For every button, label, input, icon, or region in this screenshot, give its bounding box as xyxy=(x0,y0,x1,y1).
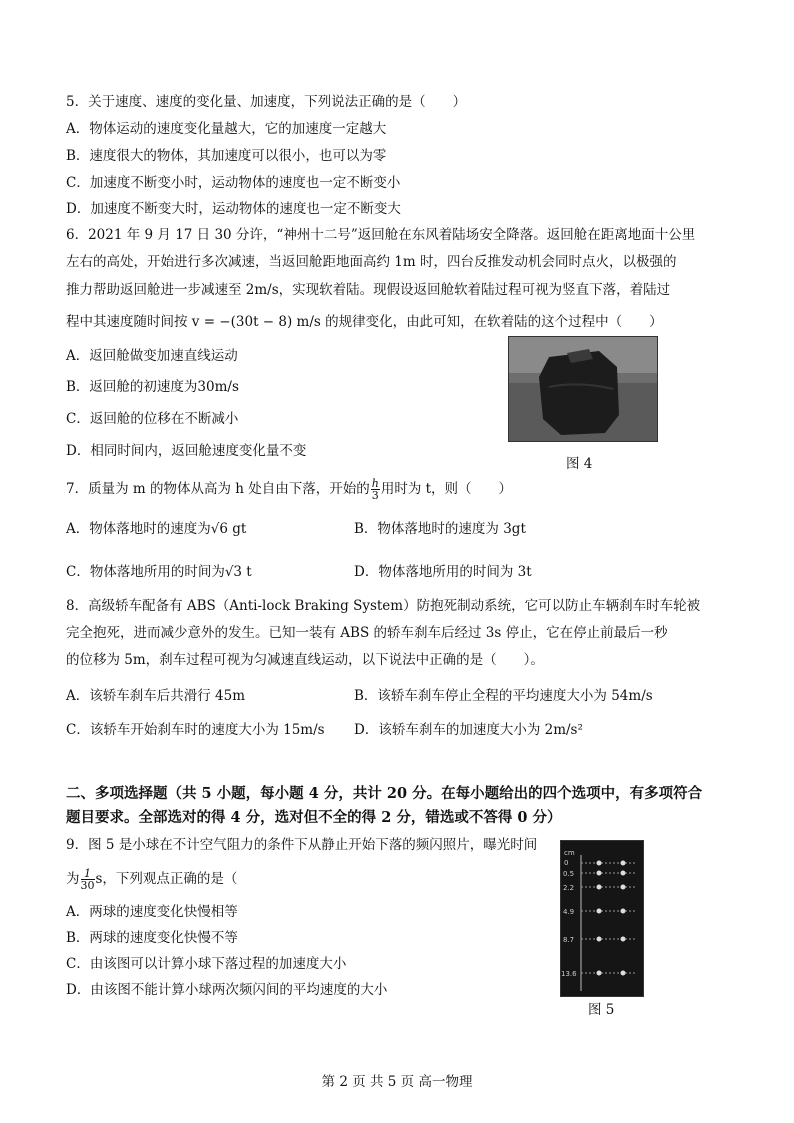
q6-stem-line2: 左右的高处，开始进行多次减速，当返回舱距地面高约 1m 时，四台反推发动机会同时点火，以极强的 xyxy=(66,254,677,270)
q8-option-d: D．该轿车刹车的加速度大小为 2m/s² xyxy=(354,722,583,738)
figure-5-caption: 图 5 xyxy=(588,1002,615,1018)
q7-fraction xyxy=(371,478,380,501)
q8-stem-line1: 8．高级轿车配备有 ABS（Anti-lock Braking System）防抱死制动系统，它可以防止车辆刹车时车轮被 xyxy=(66,598,701,614)
ruler-mark-2: 2.2 xyxy=(563,884,575,892)
ruler-unit: cm xyxy=(564,849,575,857)
ruler-mark-5: 13.6 xyxy=(561,970,577,978)
q6-stem-line3: 推力帮助返回舱进一步减速至 2m/s，实现软着陆。现假设返回舱软着陆过程可视为竖直下落，着陆过 xyxy=(66,282,671,298)
q7-stem-post: 用时为 t，则（ ） xyxy=(380,481,513,497)
q9-option-b: B．两球的速度变化快慢不等 xyxy=(66,930,238,946)
q7-stem xyxy=(66,478,512,501)
q6-option-c: C．返回舱的位移在不断减小 xyxy=(66,411,239,427)
q9-option-c: C．由该图可以计算小球下落过程的加速度大小 xyxy=(66,956,347,972)
q6-stem-line1: 6．2021 年 9 月 17 日 30 分许，“神州十二号”返回舱在东风着陆场安全降落。返回舱在距离地面十公里 xyxy=(66,227,696,243)
q9-stem-line2 xyxy=(66,868,237,891)
q9-stem-post: s，下列观点正确的是（ xyxy=(95,871,238,887)
q9-stem-pre: 为 xyxy=(66,871,80,887)
ruler-mark-3: 4.9 xyxy=(563,908,575,916)
q6-option-d: D．相同时间内，返回舱速度变化量不变 xyxy=(66,443,307,459)
q7-stem-pre: 7．质量为 m 的物体从高为 h 处自由下落，开始的 xyxy=(66,481,370,497)
q7-frac-num: h xyxy=(371,477,379,490)
strobe-image xyxy=(561,841,643,996)
q7-option-a: A．物体落地时的速度为√6 gt xyxy=(66,521,247,537)
q7-frac-den: 3 xyxy=(371,489,379,502)
page-footer: 第 2 页 共 5 页 高一物理 xyxy=(321,1074,473,1090)
q5-option-b: B．速度很大的物体，其加速度可以很小，也可以为零 xyxy=(66,148,387,164)
figure-4-caption: 图 4 xyxy=(566,456,593,472)
q6-option-b: B．返回舱的初速度为30m/s xyxy=(66,379,239,395)
ruler-mark-0: 0 xyxy=(564,859,569,867)
section-2-heading-line2: 题目要求。全部选对的得 4 分，选对但不全的得 2 分，错选或不答得 0 分） xyxy=(66,809,562,826)
capsule-image xyxy=(509,337,657,441)
q6-stem-line4: 程中其速度随时间按 v = −(30t − 8) m/s 的规律变化，由此可知，在软着陆的这个过程中（ ） xyxy=(66,314,663,330)
q8-option-c: C．该轿车开始刹车时的速度大小为 15m/s xyxy=(66,722,325,738)
q5-option-a: A．物体运动的速度变化量越大，它的加速度一定越大 xyxy=(66,121,387,137)
q5-stem: 5．关于速度、速度的变化量、加速度，下列说法正确的是（ ） xyxy=(66,94,467,110)
q9-fraction xyxy=(81,868,95,891)
q8-stem-line2: 完全抱死，进而减少意外的发生。已知一装有 ABS 的轿车刹车后经过 3s 停止，它在停止前最后一秒 xyxy=(66,625,668,641)
q9-option-d: D．由该图不能计算小球两次频闪间的平均速度的大小 xyxy=(66,982,388,998)
strobe-photo xyxy=(560,840,644,997)
q9-option-a: A．两球的速度变化快慢相等 xyxy=(66,904,238,920)
q5-option-d: D．加速度不断变大时，运动物体的速度也一定不断变大 xyxy=(66,201,401,217)
q7-option-c: C．物体落地所用的时间为√3 t xyxy=(66,564,252,580)
q8-option-a: A．该轿车刹车后共滑行 45m xyxy=(66,688,246,704)
ruler-mark-1: 0.5 xyxy=(563,870,575,878)
q7-option-b: B．物体落地时的速度为 3gt xyxy=(354,521,526,537)
q8-stem-line3: 的位移为 5m，刹车过程可视为匀减速直线运动，以下说法中正确的是（ ）。 xyxy=(66,652,544,668)
q7-option-d: D．物体落地所用的时间为 3t xyxy=(354,564,532,580)
section-2-heading-line1: 二、多项选择题（共 5 小题，每小题 4 分，共计 20 分。在每小题给出的四个选项中，有多项符合 xyxy=(66,785,703,802)
capsule-photo xyxy=(508,336,658,442)
q9-frac-num: 1 xyxy=(81,868,95,880)
q5-option-c: C．加速度不断变小时，运动物体的速度也一定不断变小 xyxy=(66,175,401,191)
q9-frac-den: 30 xyxy=(80,879,95,892)
q9-stem-line1: 9．图 5 是小球在不计空气阻力的条件下从静止开始下落的频闪照片，曝光时间 xyxy=(66,837,538,853)
q6-option-a: A．返回舱做变加速直线运动 xyxy=(66,348,238,364)
q8-option-b: B．该轿车刹车停止全程的平均速度大小为 54m/s xyxy=(354,688,653,704)
ruler-mark-4: 8.7 xyxy=(563,936,575,944)
